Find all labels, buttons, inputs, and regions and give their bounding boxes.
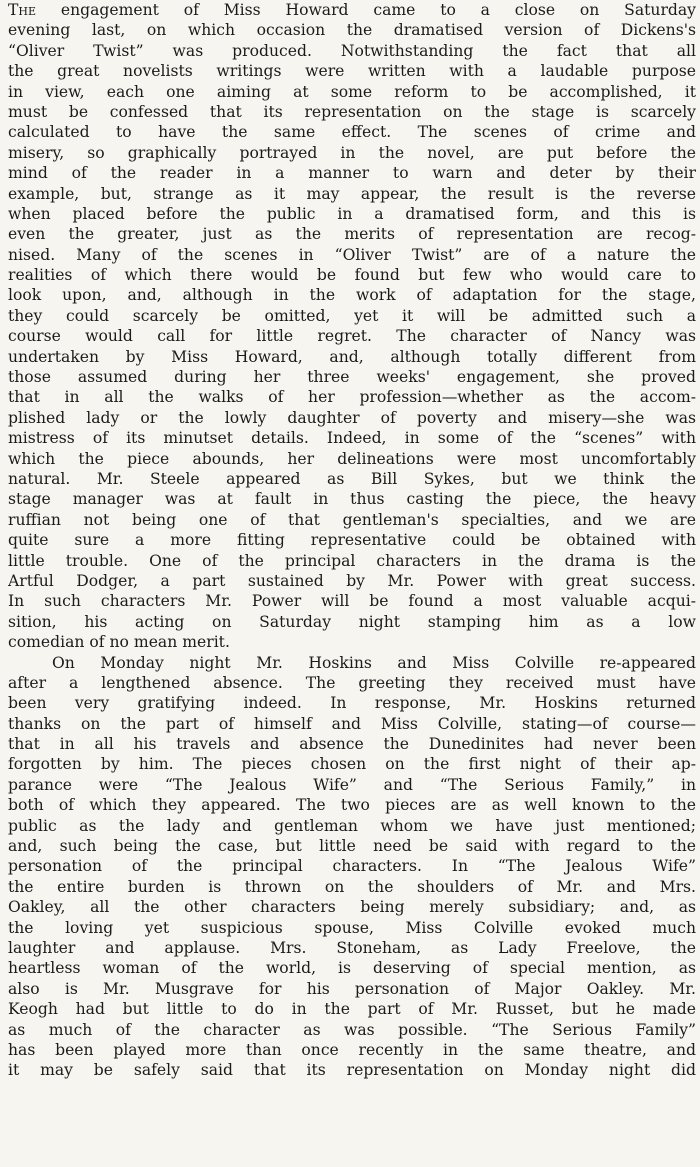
text-line: look upon, and, although in the work of adaptation for the stage, [8, 286, 696, 305]
text-line: both of which they appeared. The two pieces are as well known to the [8, 796, 696, 815]
text-line: public as the lady and gentleman whom we have just mentioned; [8, 816, 696, 835]
text-line: misery, so graphically portrayed in the novel, are put before the [8, 143, 696, 162]
paragraph-1 [8, 0, 696, 653]
text-line: parance were “The Jealous Wife” and “The Serious Family,” in [8, 775, 696, 794]
text-line: heartless woman of the world, is deserving of special mention, as [8, 959, 696, 978]
text-line: example, but, strange as it may appear, the result is the reverse [8, 184, 696, 203]
text-line: they could scarcely be omitted, yet it will be admitted such a [8, 306, 696, 325]
text-line: stage manager was at fault in thus casting the piece, the heavy [8, 490, 696, 509]
text-line: that in all his travels and absence the Dunedinites had never been [8, 735, 696, 754]
text-line: when placed before the public in a dramatised form, and this is [8, 204, 696, 223]
text-line: course would call for little regret. The character of Nancy was [8, 327, 696, 346]
text-line: been very gratifying indeed. In response, Mr. Hoskins returned [8, 694, 696, 713]
text-line: natural. Mr. Steele appeared as Bill Sykes, but we think the [8, 469, 696, 488]
text-line: “Oliver Twist” was produced. Notwithstanding the fact that all [8, 41, 696, 60]
text-line: comedian of no mean merit. [8, 633, 230, 652]
paragraph-2 [8, 653, 696, 1081]
text-line: must be confessed that its representation on the stage is scarcely [8, 102, 696, 121]
text-line: laughter and applause. Mrs. Stoneham, as Lady Freelove, the [8, 938, 696, 957]
text-line: calculated to have the same effect. The scenes of crime and [8, 123, 696, 142]
text-line: as much of the character as was possible. “The Serious Family” [8, 1020, 696, 1039]
text-line: mind of the reader in a manner to warn and deter by their [8, 164, 696, 183]
text-line: it may be safely said that its representation on Monday night did [8, 1061, 696, 1080]
text-line: Keogh had but little to do in the part of Mr. Russet, but he made [8, 1000, 696, 1019]
text-line: personation of the principal characters. In “The Jealous Wife” [8, 857, 696, 876]
text-line: undertaken by Miss Howard, and, although totally different from [8, 347, 696, 366]
text-line: in view, each one aiming at some reform to be accomplished, it [8, 82, 696, 101]
text-line: after a lengthened absence. The greeting they received must have [8, 673, 696, 692]
text-line: that in all the walks of her profession—whether as the accom- [8, 388, 696, 407]
text-line: mistress of its minutset details. Indeed, in some of the “scenes” with [8, 429, 696, 448]
text-line: the loving yet suspicious spouse, Miss Colville evoked much [8, 918, 696, 937]
text-line: plished lady or the lowly daughter of poverty and misery—she was [8, 408, 696, 427]
text-line: quite sure a more fitting representative could be obtained with [8, 531, 696, 550]
text-line: forgotten by him. The pieces chosen on the first night of their ap- [8, 755, 696, 774]
text-line: The engagement of Miss Howard came to a close on Saturday [8, 1, 696, 19]
text-line: realities of which there would be found but few who would care to [8, 266, 696, 285]
text-line: Artful Dodger, a part sustained by Mr. Power with great success. [8, 571, 696, 590]
text-line: On Monday night Mr. Hoskins and Miss Colville re-appeared [52, 653, 696, 672]
text-line: evening last, on which occasion the dramatised version of Dickens's [8, 21, 696, 40]
text-line: those assumed during her three weeks' engagement, she proved [8, 368, 696, 387]
text-line: In such characters Mr. Power will be found a most valuable acqui- [8, 592, 696, 611]
text-line: has been played more than once recently in the same theatre, and [8, 1040, 696, 1059]
text-line: even the greater, just as the merits of representation are recog- [8, 225, 696, 244]
article-column [8, 0, 696, 1167]
text-line: the entire burden is thrown on the shoulders of Mr. and Mrs. [8, 877, 696, 896]
text-line: and, such being the case, but little need be said with regard to the [8, 837, 696, 856]
text-line: ruffian not being one of that gentleman's specialties, and we are [8, 510, 696, 529]
text-line: which the piece abounds, her delineations were most uncomfortably [8, 449, 696, 468]
text-line: little trouble. One of the principal characters in the drama is the [8, 551, 696, 570]
text-line: also is Mr. Musgrave for his personation of Major Oakley. Mr. [8, 979, 696, 998]
text-line: sition, his acting on Saturday night stamping him as a low [8, 612, 696, 631]
text-line: Oakley, all the other characters being merely subsidiary; and, as [8, 898, 696, 917]
text-line: the great novelists writings were written with a laudable purpose [8, 62, 696, 81]
text-line: nised. Many of the scenes in “Oliver Twist” are of a nature the [8, 245, 696, 264]
text-line: thanks on the part of himself and Miss Colville, stating—of course— [8, 714, 696, 733]
